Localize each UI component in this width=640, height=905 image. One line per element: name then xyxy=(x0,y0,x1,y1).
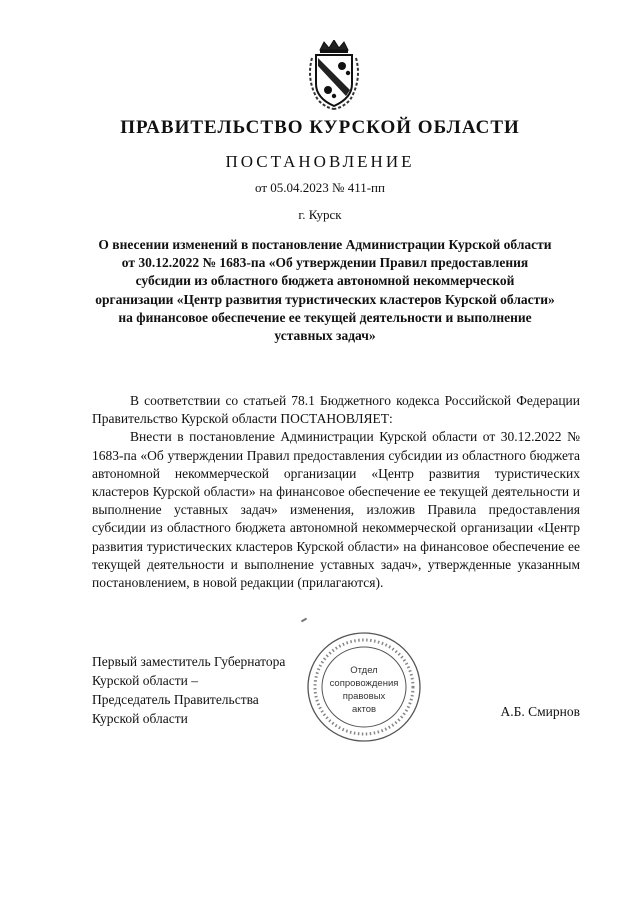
stamp-line: Отдел xyxy=(350,665,378,676)
coat-of-arms-emblem xyxy=(304,40,364,110)
signatory-position-line: Председатель Правительства xyxy=(92,692,259,707)
document-body xyxy=(92,392,580,592)
stamp-line: актов xyxy=(351,704,377,715)
document-subject-heading: О внесении изменений в постановление Администрации Курской области от 30.12.2022 № 1683-па «Об утверждении Правил предоставления субсидии из областного бюджета автономной некоммерческой организации «Центр развития туристических кластеров Курской области» на финансовое обеспечение ее текущей деятельности и выполнение уставных задач» xyxy=(95,237,555,344)
government-title: ПРАВИТЕЛЬСТВО КУРСКОЙ ОБЛАСТИ xyxy=(120,117,520,138)
stray-pen-mark xyxy=(301,618,307,623)
stamp-line: сопровождения xyxy=(329,678,399,689)
document-city: г. Курск xyxy=(298,207,342,222)
document-date-number: от 05.04.2023 № 411-пп xyxy=(255,180,385,195)
body-paragraph: Внести в постановление Администрации Курской области от 30.12.2022 № 1683-па «Об утверждении Правил предоставления субсидии из областного бюджета автономной некоммерческой организации «Центр развития туристических кластеров Курской области» на финансовое обеспечение ее текущей деятельности и выполнение уставных задач» изменения, изложив Правила предоставления субсидии из областного бюджета автономной некоммерческой организации «Центр развития туристических кластеров Курской области» на финансовое обеспечение ее текущей деятельности и выполнение уставных задач», утвержденные указанным постановлением, в новой редакции (прилагаются). xyxy=(92,429,580,591)
document-type-title: ПОСТАНОВЛЕНИЕ xyxy=(225,152,415,171)
department-stamp-label xyxy=(304,630,424,745)
signatory-position-line: Первый заместитель Губернатора xyxy=(92,654,286,669)
body-paragraph: В соответствии со статьей 78.1 Бюджетного кодекса Российской Федерации Правительство Курской области ПОСТАНОВЛЯЕТ: xyxy=(92,393,580,427)
signatory-position-line: Курской области – xyxy=(92,673,198,688)
signatory-position-line: Курской области xyxy=(92,711,188,726)
signatory-position xyxy=(92,652,285,728)
signatory-name: А.Б. Смирнов xyxy=(500,704,580,719)
stamp-line: правовых xyxy=(342,691,386,702)
